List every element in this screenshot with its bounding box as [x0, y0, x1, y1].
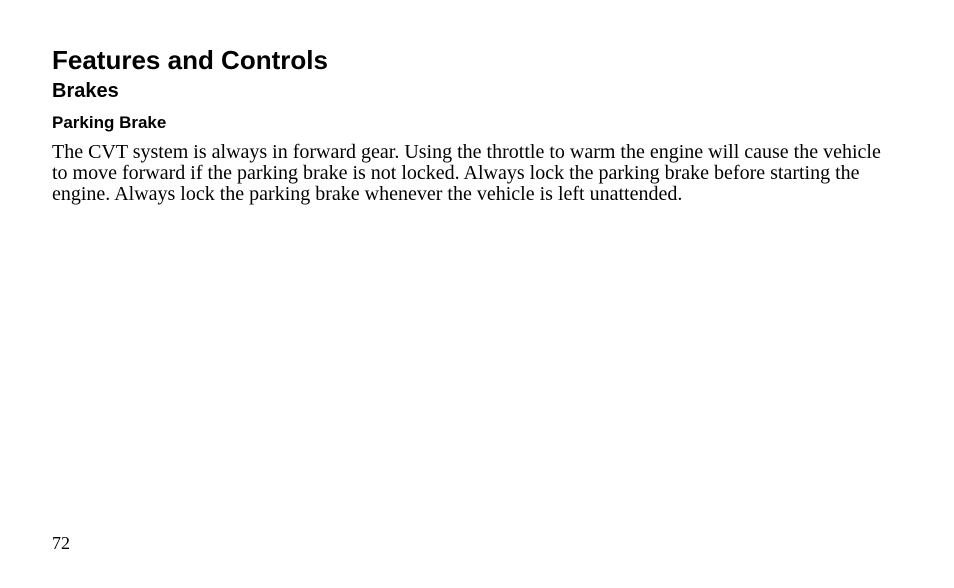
subsection-title: Brakes: [52, 80, 119, 102]
section-title: Features and Controls: [52, 45, 328, 75]
topic-title: Parking Brake: [52, 113, 167, 132]
body-paragraph: The CVT system is always in forward gear. Using the throttle to warm the engine will cause the vehicle to move forward if the parking brake is not locked. Always lock the parking brake before starting the engine. Always lock the parking brake whenever the vehicle is left unattended.: [52, 141, 881, 205]
page-number: 72: [52, 533, 70, 553]
